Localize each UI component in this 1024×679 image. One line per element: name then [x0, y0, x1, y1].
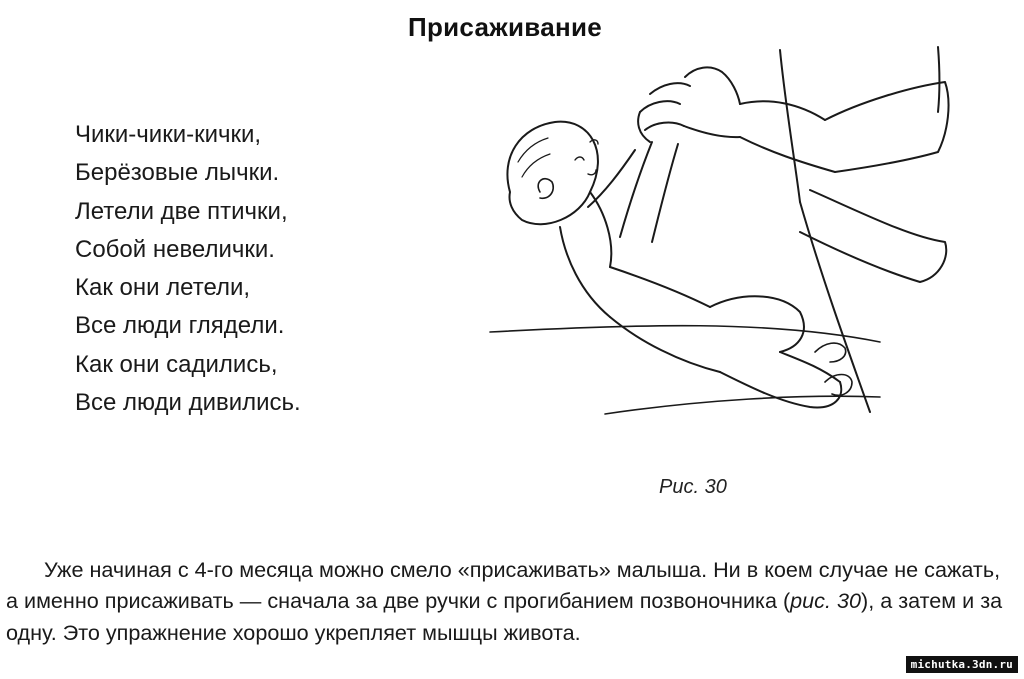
body-text-part: ), а затем и за одну. Это упражнение хорошо укрепляет мышцы живота. — [6, 588, 1003, 645]
poem-line: Все люди дивились. — [75, 389, 301, 417]
poem-line: Все люди глядели. — [75, 312, 285, 340]
poem-line: Как они летели, — [75, 274, 251, 302]
baby-sit-up-exercise-illustration — [440, 42, 970, 442]
body-paragraph — [6, 554, 1016, 649]
figure-reference: рис. 30 — [790, 588, 861, 614]
poem — [75, 116, 301, 422]
body-text-part: Уже начиная с 4-го месяца можно смело «присаживать» малыша. Ни в коем случае не сажать, а именно присаживать — сначала за две ручки с прогибанием позвоночника ( — [6, 556, 1001, 614]
poem-line: Собой невелички. — [75, 235, 275, 263]
poem-line: Летели две птички, — [75, 197, 288, 225]
page-title: Присаживание — [407, 12, 603, 42]
poem-line: Чики-чики-кички, — [75, 121, 262, 148]
poem-line: Берёзовые лычки. — [75, 159, 280, 187]
figure-caption: Рис. 30 — [659, 476, 727, 498]
poem-line: Как они садились, — [75, 350, 278, 378]
watermark: michutka.3dn.ru — [906, 656, 1018, 673]
